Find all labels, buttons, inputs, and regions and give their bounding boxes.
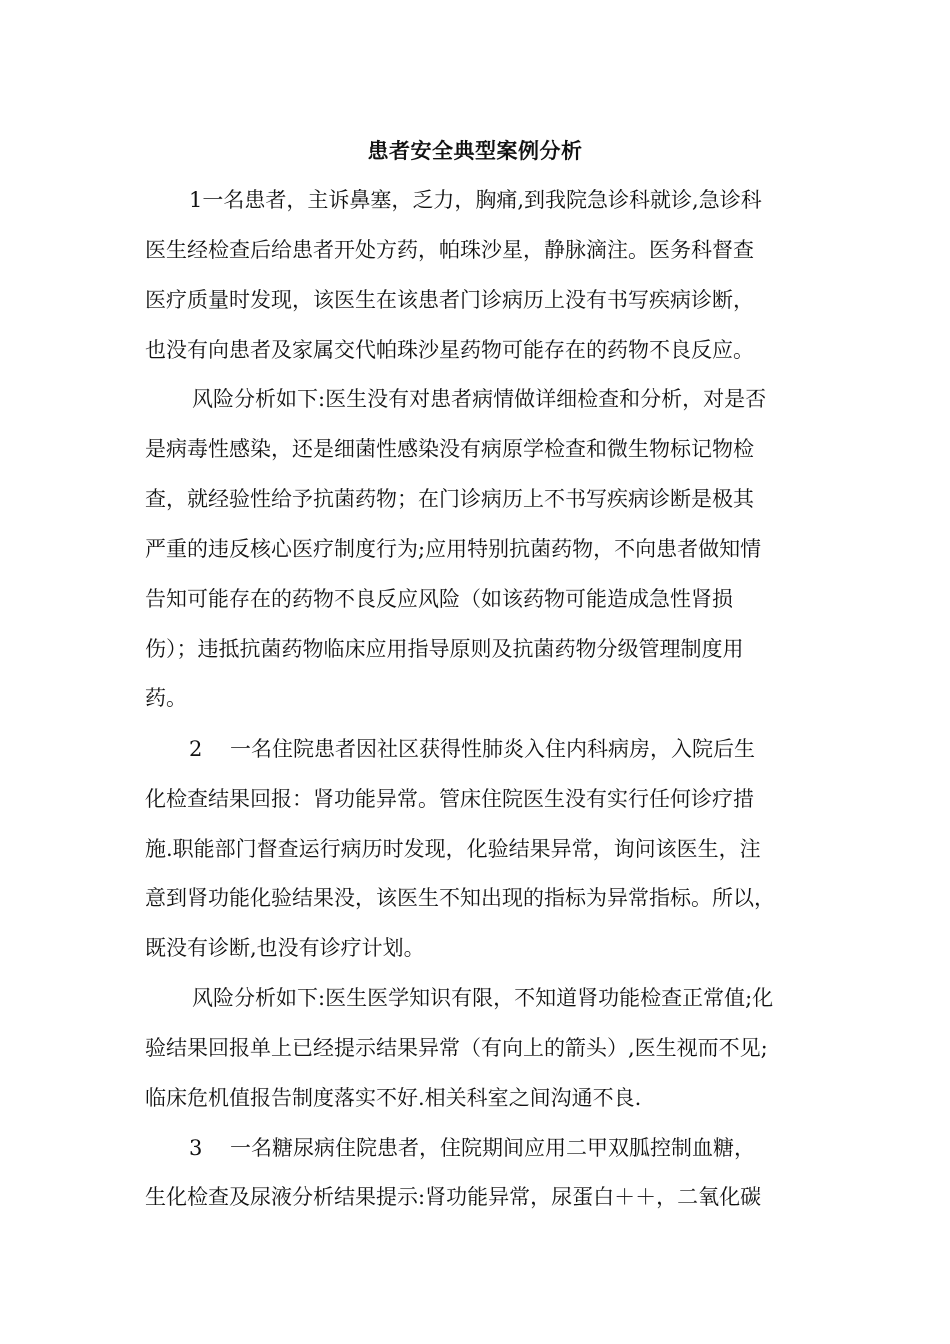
text-line: 3 一名糖尿病住院患者，住院期间应用二甲双胍控制血糖， bbox=[189, 1136, 756, 1160]
text-line: 也没有向患者及家属交代帕珠沙星药物可能存在的药物不良反应。 bbox=[145, 338, 754, 362]
text-line: 临床危机值报告制度落实不好.相关科室之间沟通不良. bbox=[145, 1086, 642, 1110]
text-line: 是病毒性感染，还是细菌性感染没有病原学检查和微生物标记物检 bbox=[145, 437, 754, 461]
text-line: 1一名患者，主诉鼻塞，乏力，胸痛,到我院急诊科就诊,急诊科 bbox=[189, 188, 762, 212]
text-line: 风险分析如下:医生没有对患者病情做详细检查和分析，对是否 bbox=[192, 387, 767, 411]
text-line: 伤）；违抵抗菌药物临床应用指导原则及抗菌药物分级管理制度用 bbox=[145, 637, 744, 661]
text-line: 医生经检查后给患者开处方药，帕珠沙星，静脉滴注。医务科督查 bbox=[145, 238, 754, 262]
text-line: 告知可能存在的药物不良反应风险（如该药物可能造成急性肾损 bbox=[145, 587, 733, 611]
text-line: 既没有诊断,也没有诊疗计划。 bbox=[145, 936, 425, 960]
text-line: 生化检查及尿液分析结果提示:肾功能异常，尿蛋白＋＋，二氧化碳 bbox=[145, 1185, 762, 1209]
text-line: 2 一名住院患者因社区获得性肺炎入住内科病房，入院后生 bbox=[189, 737, 756, 761]
text-line: 药。 bbox=[145, 686, 187, 710]
text-line: 查，就经验性给予抗菌药物；在门诊病历上不书写疾病诊断是极其 bbox=[145, 487, 754, 511]
text-line: 严重的违反核心医疗制度行为;应用特别抗菌药物，不向患者做知情 bbox=[145, 537, 762, 561]
text-line: 化检查结果回报：肾功能异常。管床住院医生没有实行任何诊疗措 bbox=[145, 787, 754, 811]
text-line: 医疗质量时发现，该医生在该患者门诊病历上没有书写疾病诊断， bbox=[145, 288, 754, 312]
text-line: 风险分析如下:医生医学知识有限，不知道肾功能检查正常值;化 bbox=[192, 986, 774, 1010]
text-line: 意到肾功能化验结果没，该医生不知出现的指标为异常指标。所以， bbox=[145, 886, 775, 910]
text-line: 施.职能部门督查运行病历时发现，化验结果异常，询问该医生，注 bbox=[145, 837, 761, 861]
text-line: 验结果回报单上已经提示结果异常（有向上的箭头）,医生视而不见; bbox=[145, 1036, 768, 1060]
document-title: 患者安全典型案例分析 bbox=[367, 139, 583, 163]
